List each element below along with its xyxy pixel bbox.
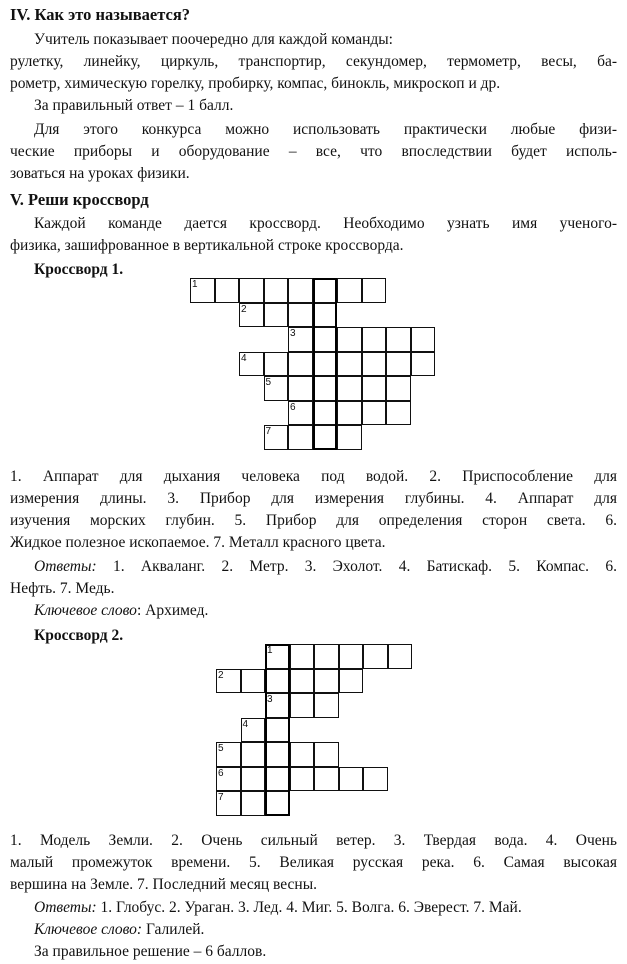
crossword-2-score: За правильное решение – 6 баллов. — [34, 943, 267, 960]
crossword-1-cell[interactable] — [288, 278, 313, 303]
crossword-2-number: 5 — [218, 743, 224, 754]
crossword-1-cell[interactable] — [362, 278, 387, 303]
crossword-2-cell[interactable] — [314, 767, 339, 792]
crossword-1-cell[interactable] — [313, 303, 338, 328]
crossword-1-number: 5 — [265, 377, 272, 388]
crossword-1-cell[interactable] — [264, 352, 289, 377]
crossword-1-cell[interactable] — [337, 425, 362, 450]
crossword-2-cell[interactable] — [216, 791, 241, 816]
crossword-1-cell[interactable] — [386, 376, 411, 401]
crossword-1-number: 4 — [241, 352, 247, 364]
section-4-text: ческие приборы и оборудование – все, что впоследствии будет исполь- — [10, 143, 617, 160]
crossword-1-cell[interactable] — [190, 278, 215, 303]
key-word-label: Ключевое слово — [34, 602, 137, 619]
crossword-2-cell[interactable] — [314, 693, 339, 718]
crossword-1-clue-line: изучения морских глубин. 5. Прибор для определения сторон света. 6. — [10, 512, 617, 529]
crossword-2-cell[interactable] — [339, 669, 364, 694]
crossword-1-cell[interactable] — [337, 352, 362, 377]
answers-text: 1. Акваланг. 2. Метр. 3. Эхолот. 4. Батискаф. 5. Компас. 6. — [112, 558, 617, 575]
crossword-1-answers-cont: Нефть. 7. Медь. — [10, 580, 115, 597]
crossword-1-cell[interactable] — [386, 401, 411, 426]
crossword-2-number: 7 — [218, 792, 224, 803]
crossword-2-cell[interactable] — [241, 791, 266, 816]
crossword-1-cell[interactable] — [239, 278, 264, 303]
crossword-2-cell[interactable] — [265, 693, 290, 718]
crossword-2-cell[interactable] — [290, 644, 315, 669]
crossword-1-cell[interactable] — [288, 352, 313, 377]
crossword-1-clue-line: измерения длины. 3. Прибор для измерения глубины. 4. Аппарат для — [10, 490, 617, 507]
section-5-intro: физика, зашифрованное в вертикальной строке кроссворда. — [10, 237, 404, 254]
crossword-1-cell[interactable] — [239, 303, 264, 328]
crossword-2-cell[interactable] — [314, 669, 339, 694]
crossword-2-cell[interactable] — [241, 767, 266, 792]
crossword-1-cell[interactable] — [337, 401, 362, 426]
section-4-text: зоваться на уроках физики. — [10, 165, 190, 182]
crossword-1-cell[interactable] — [362, 327, 387, 352]
crossword-2-cell[interactable] — [290, 693, 315, 718]
section-4-text: Для этого конкурса можно использовать практически любые физи- — [34, 121, 617, 138]
section-4-heading: IV. Как это называется? — [10, 5, 191, 24]
crossword-1-cell[interactable] — [313, 327, 338, 352]
crossword-1-clue-line: 1. Аппарат для дыхания человека под водой. 2. Приспособление для — [10, 468, 617, 485]
crossword-1-cell[interactable] — [313, 278, 338, 303]
crossword-1-cell[interactable] — [411, 327, 436, 352]
crossword-1-cell[interactable] — [288, 327, 313, 352]
crossword-1-number: 2 — [241, 303, 247, 315]
section-4-text: За правильный ответ – 1 балл. — [34, 97, 234, 114]
crossword-1-cell[interactable] — [264, 303, 289, 328]
crossword-1-cell[interactable] — [264, 278, 289, 303]
crossword-2-cell[interactable] — [314, 644, 339, 669]
crossword-1-cell[interactable] — [386, 352, 411, 377]
key-word-value: : Архимед. — [136, 602, 209, 619]
crossword-2-title: Кроссворд 2. — [34, 627, 124, 644]
crossword-2-cell[interactable] — [241, 742, 266, 767]
crossword-2-number: 3 — [267, 694, 273, 705]
crossword-2-cell[interactable] — [339, 767, 364, 792]
crossword-1-cell[interactable] — [411, 352, 436, 377]
crossword-1-cell[interactable] — [264, 376, 289, 401]
crossword-1-cell[interactable] — [337, 278, 362, 303]
crossword-1-cell[interactable] — [386, 327, 411, 352]
crossword-2-cell[interactable] — [216, 742, 241, 767]
crossword-2-cell[interactable] — [290, 767, 315, 792]
crossword-1-number: 1 — [192, 279, 198, 290]
crossword-2-cell[interactable] — [216, 767, 241, 792]
crossword-1-cell[interactable] — [313, 376, 338, 401]
crossword-1-cell[interactable] — [337, 376, 362, 401]
crossword-1-cell[interactable] — [313, 401, 338, 426]
crossword-1-title: Кроссворд 1. — [34, 261, 124, 278]
section-4-text: рометр, химическую горелку, пробирку, компас, бинокль, микроскоп и др. — [10, 75, 501, 92]
crossword-1-cell[interactable] — [215, 278, 240, 303]
crossword-2-cell[interactable] — [241, 718, 266, 743]
crossword-2-cell[interactable] — [241, 669, 266, 694]
crossword-2-clue-line: 1. Модель Земли. 2. Очень сильный ветер. 3. Твердая вода. 4. Очень — [10, 832, 617, 849]
crossword-1-cell[interactable] — [337, 327, 362, 352]
crossword-1-cell[interactable] — [264, 425, 289, 450]
crossword-2-clue-line: вершина на Земле. 7. Последний месяц весны. — [10, 876, 317, 893]
crossword-1-cell[interactable] — [288, 303, 313, 328]
crossword-2-number: 1 — [267, 645, 273, 656]
crossword-1-number: 6 — [290, 401, 296, 413]
crossword-2-cell[interactable] — [216, 669, 241, 694]
crossword-2-cell[interactable] — [265, 669, 290, 694]
crossword-2-number: 6 — [218, 767, 224, 779]
crossword-2-cell[interactable] — [265, 767, 290, 792]
key-word-label: Ключевое слово: — [34, 921, 143, 938]
crossword-1-cell[interactable] — [313, 425, 338, 450]
crossword-2-clue-line: малый промежуток времени. 5. Великая русская река. 6. Самая высокая — [10, 854, 617, 871]
crossword-1-cell[interactable] — [362, 376, 387, 401]
crossword-1-cell[interactable] — [288, 376, 313, 401]
crossword-1-answers — [34, 556, 617, 578]
crossword-2-number: 2 — [218, 669, 224, 681]
crossword-2-cell[interactable] — [290, 669, 315, 694]
crossword-1-cell[interactable] — [362, 352, 387, 377]
answers-label: Ответы: — [34, 558, 97, 575]
answers-text: 1. Глобус. 2. Ураган. 3. Лед. 4. Миг. 5. Волга. 6. Эверест. 7. Май. — [96, 899, 522, 916]
crossword-2-cell[interactable] — [339, 644, 364, 669]
crossword-1-key-word — [34, 600, 617, 622]
crossword-1-clue-line: Жидкое полезное ископаемое. 7. Металл красного цвета. — [10, 534, 386, 551]
crossword-1-number: 7 — [265, 426, 272, 437]
crossword-2-cell[interactable] — [265, 644, 290, 669]
key-word-value: Галилей. — [142, 921, 205, 938]
crossword-1-cell[interactable] — [288, 401, 313, 426]
crossword-2-number: 4 — [242, 718, 249, 730]
crossword-2-cell[interactable] — [314, 742, 339, 767]
crossword-2-answers — [34, 897, 617, 919]
crossword-2-cell[interactable] — [388, 644, 413, 669]
crossword-2-cell[interactable] — [265, 742, 290, 767]
crossword-2-cell[interactable] — [363, 644, 388, 669]
crossword-2-cell[interactable] — [290, 742, 315, 767]
crossword-2-cell[interactable] — [363, 767, 388, 792]
crossword-2-key-word — [34, 919, 617, 941]
crossword-1-cell[interactable] — [313, 352, 338, 377]
section-5-heading: V. Реши кроссворд — [10, 190, 149, 209]
crossword-1-cell[interactable] — [362, 401, 387, 426]
crossword-1-cell[interactable] — [239, 352, 264, 377]
crossword-1-number: 3 — [290, 328, 296, 339]
crossword-2-cell[interactable] — [265, 718, 290, 743]
crossword-2-cell[interactable] — [265, 791, 290, 816]
answers-label: Ответы: — [34, 899, 97, 916]
section-4-text: рулетку, линейку, циркуль, транспортир, секундомер, термометр, весы, ба- — [10, 53, 617, 70]
section-4-text: Учитель показывает поочередно для каждой команды: — [34, 31, 393, 48]
section-5-intro: Каждой команде дается кроссворд. Необходимо узнать имя ученого- — [34, 215, 617, 232]
crossword-1-cell[interactable] — [288, 425, 313, 450]
